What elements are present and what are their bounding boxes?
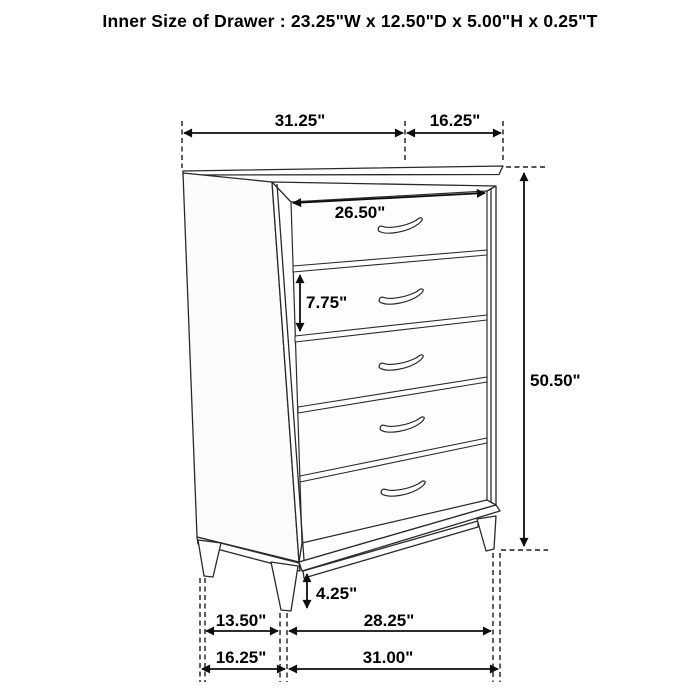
label-inner-width: 26.50" (334, 203, 386, 222)
label-top-depth: 16.25" (429, 111, 481, 130)
label-drawer-height: 7.75" (306, 293, 348, 312)
label-leg-height: 4.25" (316, 584, 358, 603)
label-top-width: 31.25" (274, 111, 326, 130)
leg-front-left (271, 562, 298, 611)
top-slab (183, 166, 503, 175)
diagram-title: Inner Size of Drawer : 23.25"W x 12.50"D x 5.00"H x 0.25"T (102, 11, 598, 31)
label-row2-left: 16.25" (215, 648, 267, 667)
chest-drawing (183, 166, 503, 611)
label-row1-left: 13.50" (215, 611, 267, 630)
leg-front-right (477, 516, 496, 551)
leg-back-left (198, 540, 221, 577)
label-row1-right: 28.25" (363, 611, 415, 630)
label-row2-right: 31.00" (362, 648, 414, 667)
label-overall-height: 50.50" (530, 371, 581, 390)
